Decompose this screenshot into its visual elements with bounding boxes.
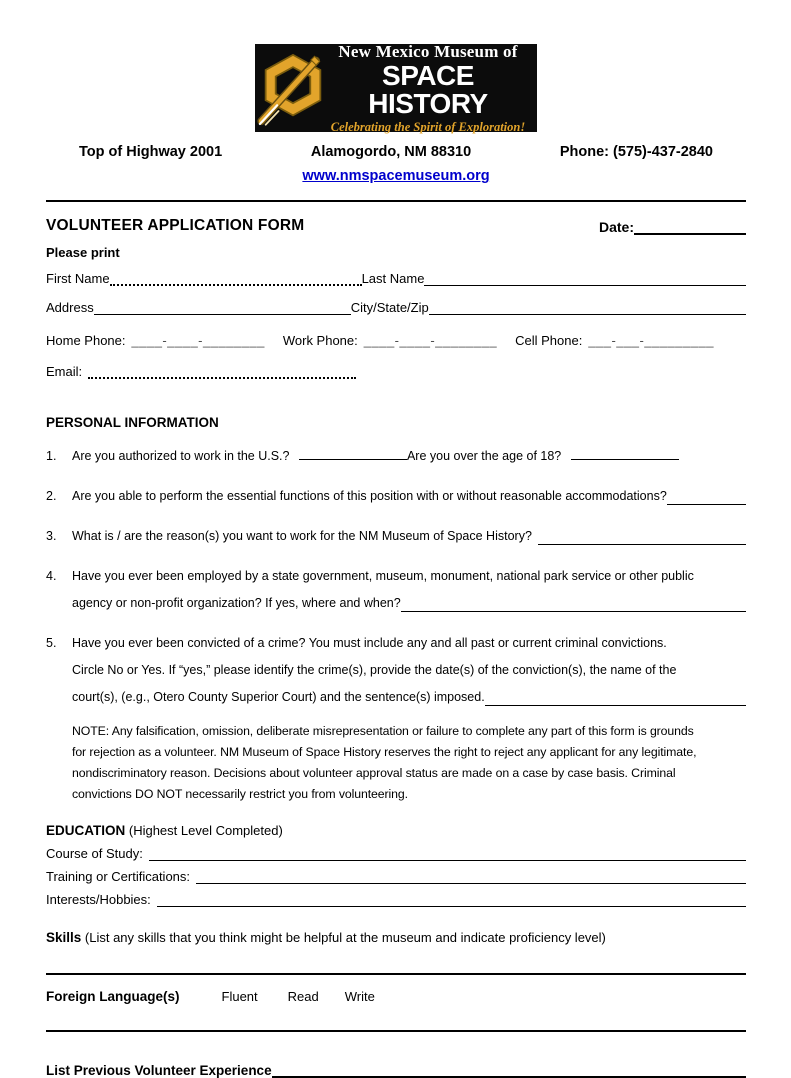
note-line-3: nondiscriminatory reason. Decisions about volunteer approval status are made on a case by case basis. Criminal (72, 766, 676, 780)
city-state-zip-label: City/State/Zip (350, 300, 429, 315)
last-name-label: Last Name (361, 271, 425, 286)
previous-volunteer-label: List Previous Volunteer Experience (46, 1063, 272, 1078)
skills-heading-row (46, 930, 746, 945)
foreign-language-row (46, 989, 746, 1004)
website-link[interactable]: www.nmspacemuseum.org (302, 168, 490, 184)
question-5 (46, 630, 746, 711)
date-field (599, 219, 746, 235)
question-5-number: 5. (46, 636, 57, 650)
museum-hexagon-rocket-icon (257, 48, 329, 128)
question-1 (46, 443, 746, 470)
course-of-study-row (46, 846, 746, 861)
training-certifications-label: Training or Certifications: (46, 869, 191, 884)
question-4-line2: agency or non-profit organization? If yes, where and when? (72, 596, 401, 610)
email-blank-line (88, 365, 356, 379)
last-name-blank-line (424, 272, 746, 286)
name-fields-row (46, 271, 746, 286)
question-1-blank-a (299, 447, 407, 460)
email-field-row (46, 364, 746, 379)
skills-heading-suffix: (List any skills that you think might be helpful at the museum and indicate proficiency level) (81, 930, 606, 945)
cell-phone-label: Cell Phone: (515, 333, 583, 348)
city-state-zip-blank-line (429, 301, 746, 315)
question-1-text-b: Are you over the age of 18? (406, 449, 562, 463)
training-certifications-row (46, 869, 746, 884)
skills-heading: Skills (46, 930, 82, 945)
website-row (46, 167, 746, 185)
header-divider (46, 200, 746, 202)
note-line-4: convictions DO NOT necessarily restrict you from volunteering. (72, 787, 408, 801)
training-certifications-blank (196, 870, 746, 884)
first-name-blank-line (110, 272, 362, 286)
museum-address: Top of Highway 2001 (79, 144, 223, 160)
previous-volunteer-blank (272, 1064, 746, 1078)
address-blank-line (94, 301, 351, 315)
foreign-language-option-write: Write (344, 989, 375, 1004)
skills-blank-line (46, 973, 746, 975)
address-label: Address (46, 300, 94, 315)
previous-volunteer-row (46, 1063, 746, 1078)
address-fields-row (46, 300, 746, 315)
cell-phone-blanks: ___-___-_________ (588, 333, 714, 348)
date-label: Date: (598, 219, 634, 235)
question-4-blank (401, 598, 746, 612)
museum-contact-row (46, 144, 746, 160)
question-5-blank (485, 692, 746, 706)
foreign-language-label: Foreign Language(s) (46, 989, 180, 1004)
museum-logo-text (329, 43, 527, 134)
course-of-study-label: Course of Study: (46, 846, 143, 861)
note-line-1: NOTE: Any falsification, omission, deliberate misrepresentation or failure to complete any part of this form is grounds (72, 724, 694, 738)
note-line-2: for rejection as a volunteer. NM Museum of Space History reserves the right to reject any applicant for any legitimate, (72, 745, 697, 759)
question-1-number: 1. (46, 449, 57, 463)
please-print-instruction: Please print (46, 245, 120, 260)
question-2-blank (667, 491, 746, 505)
logo-museum-name-top: New Mexico Museum of (338, 41, 518, 61)
museum-city-state-zip: Alamogordo, NM 88310 (310, 144, 472, 160)
question-4-number: 4. (46, 569, 57, 583)
course-of-study-blank (149, 847, 746, 861)
question-3 (46, 523, 746, 550)
note-paragraph (72, 721, 746, 805)
logo-tagline: Celebrating the Spirit of Exploration! (330, 119, 526, 134)
question-3-text: What is / are the reason(s) you want to work for the NM Museum of Space History? (72, 529, 532, 543)
question-3-number: 3. (46, 529, 57, 543)
date-blank-line (634, 220, 746, 235)
question-5-line1: Have you ever been convicted of a crime? You must include any and all past or current criminal convictions. (72, 636, 667, 650)
question-1-blank-b (571, 447, 679, 460)
interests-hobbies-row (46, 892, 746, 907)
interests-hobbies-blank (157, 893, 746, 907)
phone-fields-row (46, 333, 746, 348)
work-phone-blanks: ____-____-________ (363, 333, 498, 348)
question-2-text: Are you able to perform the essential functions of this position with or without reasonable accommodations? (72, 489, 667, 503)
question-2-number: 2. (46, 489, 57, 503)
form-title-row (46, 217, 746, 235)
question-5-line2: Circle No or Yes. If “yes,” please identify the crime(s), provide the date(s) of the conviction(s), the name of the (72, 663, 677, 677)
question-5-line3: court(s), (e.g., Otero County Superior Court) and the sentence(s) imposed. (72, 690, 485, 704)
question-4-line1: Have you ever been employed by a state government, museum, monument, national park service or other public (72, 569, 694, 583)
museum-phone: Phone: (575)-437-2840 (559, 144, 713, 160)
question-4 (46, 563, 746, 617)
work-phone-label: Work Phone: (282, 333, 358, 348)
home-phone-label: Home Phone: (46, 333, 126, 348)
foreign-language-option-read: Read (287, 989, 319, 1004)
email-label: Email: (46, 364, 83, 379)
education-heading-row (46, 823, 746, 838)
question-1-text-a: Are you authorized to work in the U.S.? (72, 449, 290, 463)
form-title: VOLUNTEER APPLICATION FORM (46, 217, 305, 234)
education-heading-suffix: (Highest Level Completed) (125, 823, 283, 838)
museum-logo-banner (255, 41, 537, 134)
education-heading: EDUCATION (46, 823, 126, 838)
home-phone-blanks: ____-____-________ (131, 333, 265, 348)
foreign-language-blank-line (46, 1030, 746, 1032)
personal-information-heading: PERSONAL INFORMATION (46, 415, 219, 430)
first-name-label: First Name (46, 271, 110, 286)
question-3-blank (538, 531, 746, 545)
question-2 (46, 483, 746, 510)
logo-museum-name-main: SPACE HISTORY (368, 59, 488, 119)
foreign-language-option-fluent: Fluent (221, 989, 258, 1004)
interests-hobbies-label: Interests/Hobbies: (46, 892, 151, 907)
